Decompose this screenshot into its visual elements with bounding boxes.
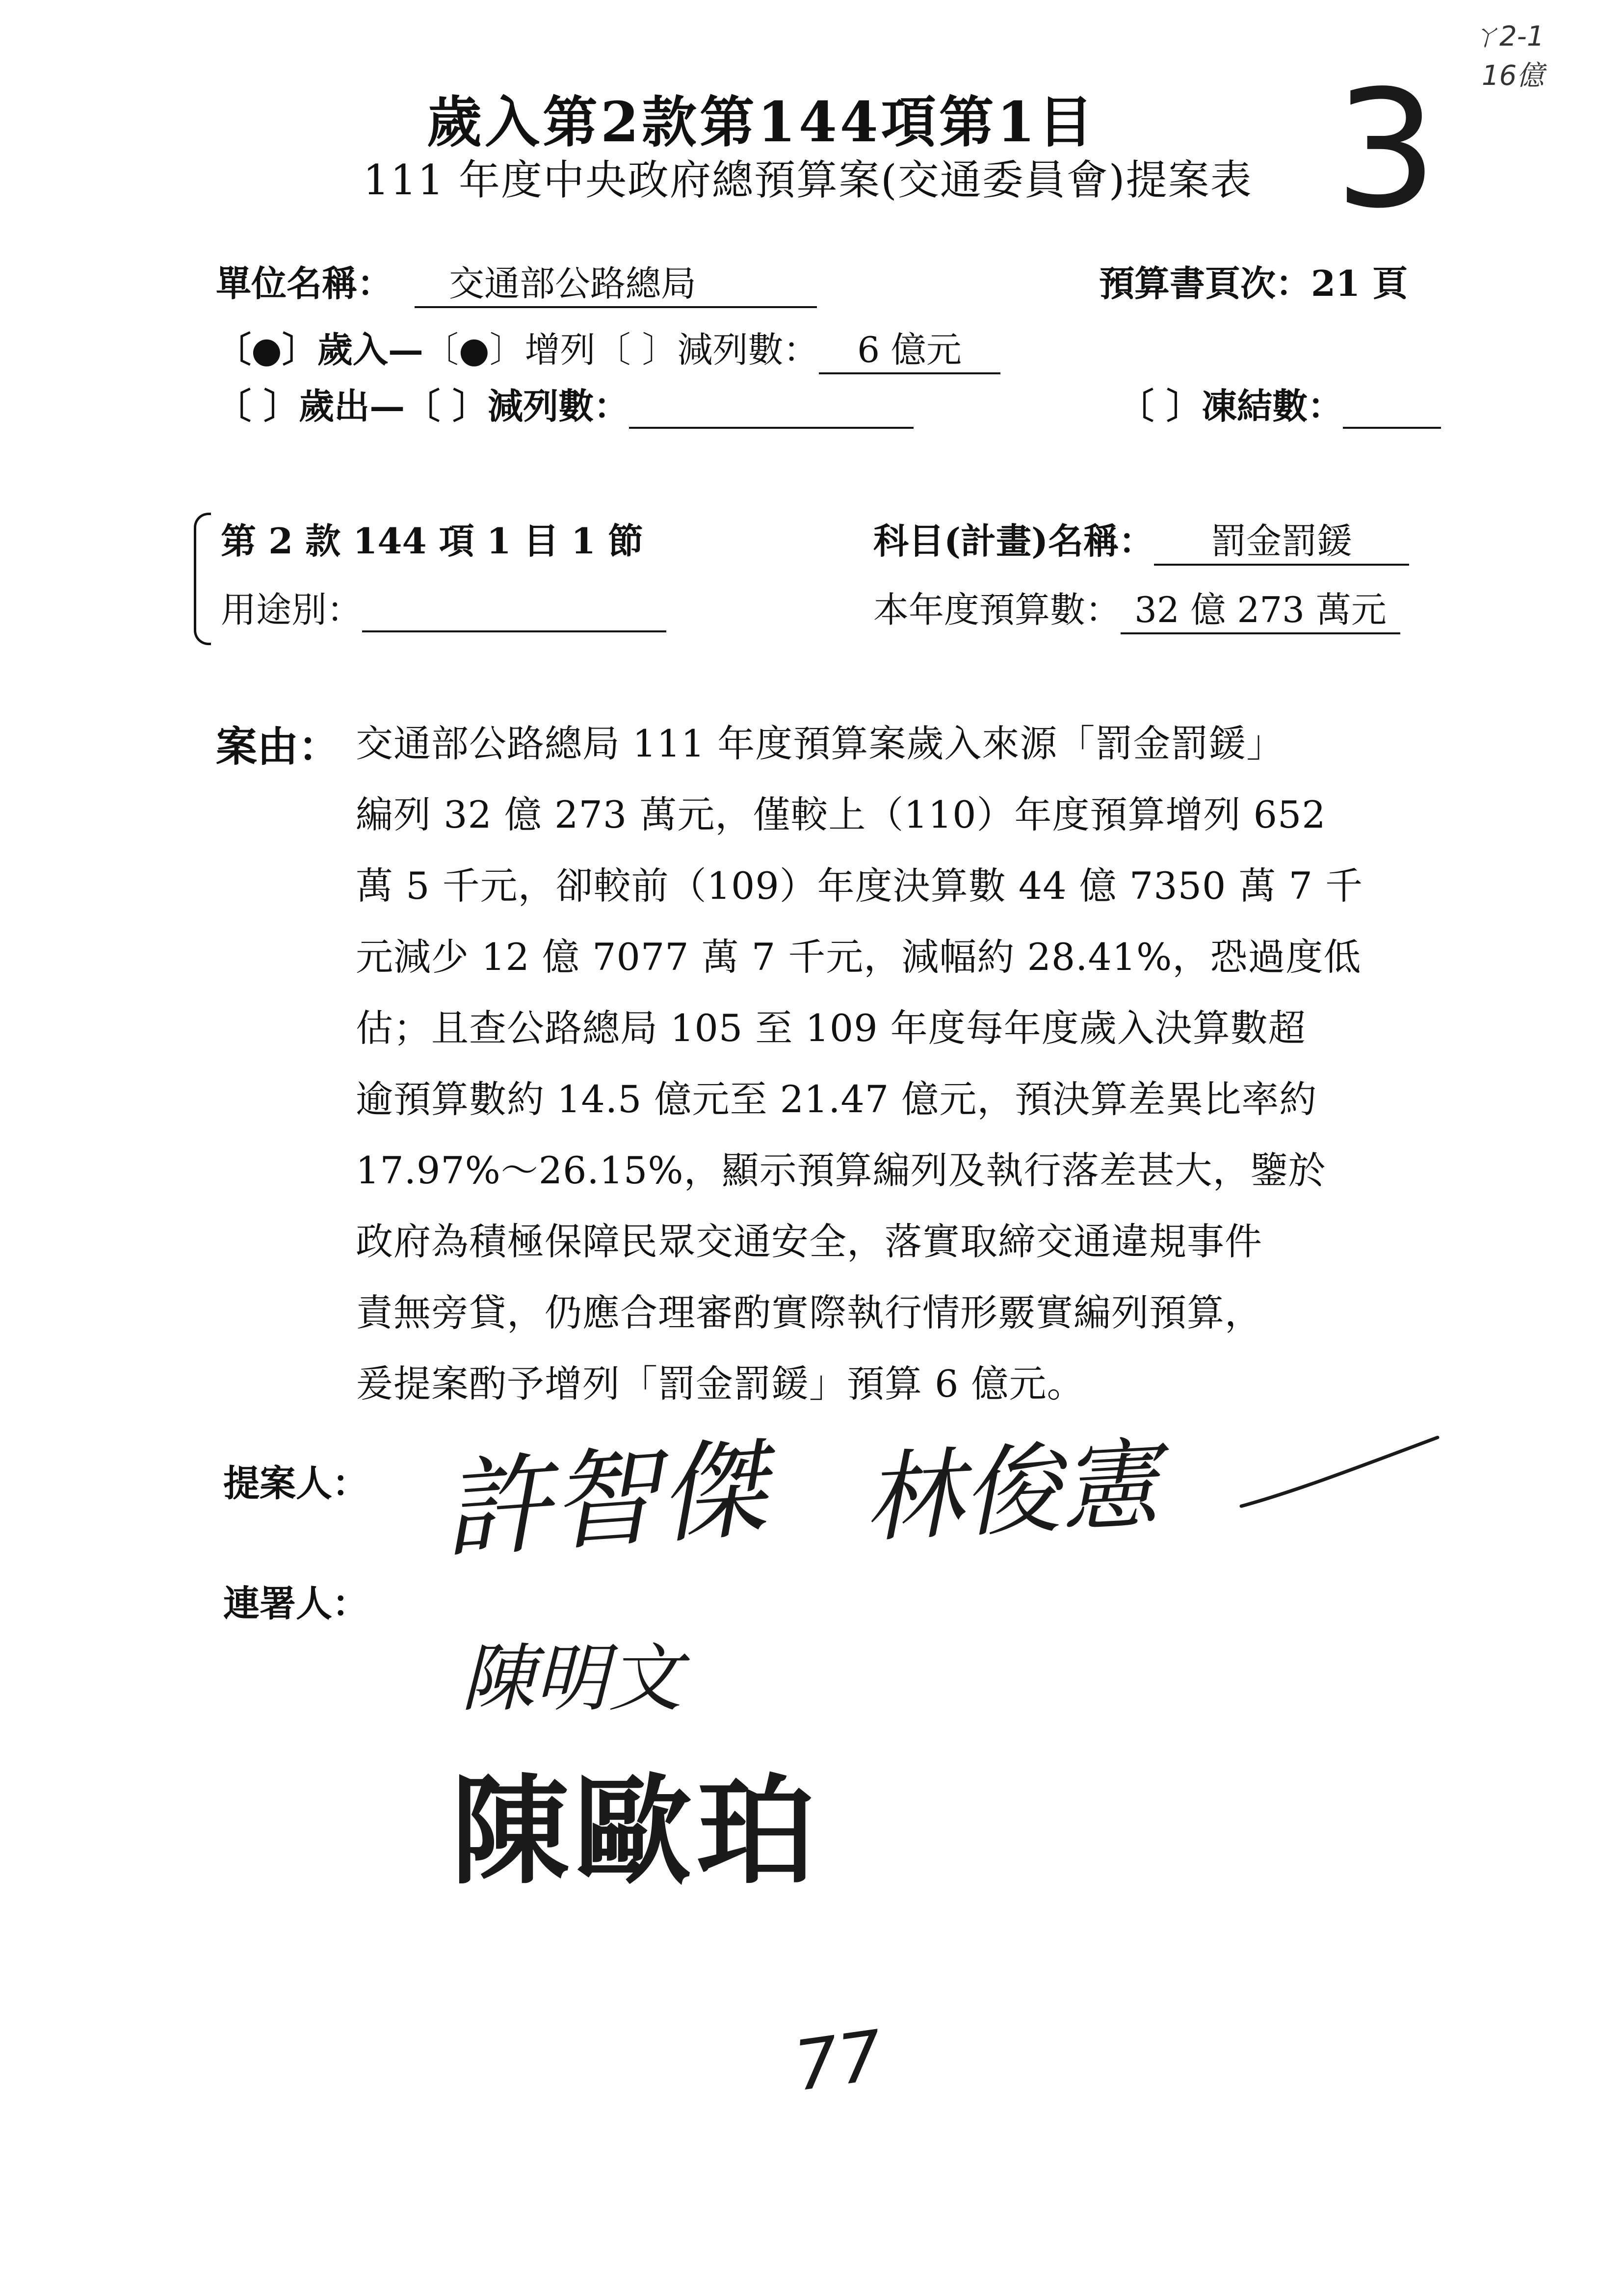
expenditure-blank (629, 385, 914, 429)
reason-label: 案由： (216, 722, 340, 771)
revenue-row (216, 321, 1000, 374)
freeze-blank (1343, 385, 1441, 429)
revenue-amount: 6 億元 (819, 321, 1000, 374)
page-heading: 歲入第2款第144項第1目 (427, 90, 1096, 155)
usage-row (221, 581, 666, 632)
reason-line: 萬 5 千元，卻較前（109）年度決算數 44 億 7350 萬 7 千 (356, 864, 1363, 908)
freeze-row (1119, 378, 1441, 429)
reason-line: 17.97%～26.15%，顯示預算編列及執行落差甚大，鑒於 (356, 1148, 1326, 1192)
page-subheading: 111 年度中央政府總預算案(交通委員會)提案表 (363, 156, 1253, 204)
signature-cosigner-2: 陳歐珀 (451, 1763, 820, 1900)
reason-line: 責無旁貸，仍應合理審酌實際執行情形覈實編列預算， (356, 1291, 1262, 1334)
subject-row (873, 513, 1409, 566)
usage-blank (362, 589, 666, 632)
reason-line: 逾預算數約 14.5 億元至 21.47 億元，預決算差異比率約 (356, 1077, 1317, 1121)
reason-line: 政府為積極保障民眾交通安全，落實取締交通違規事件 (356, 1220, 1262, 1263)
usage-label: 用途別： (221, 589, 363, 630)
freeze-label: 〔 〕凍結數： (1119, 385, 1343, 427)
budget-value: 32 億 273 萬元 (1121, 581, 1400, 634)
reason-line: 元減少 12 億 7077 萬 7 千元，減幅約 28.41%，恐過度低 (356, 935, 1362, 979)
subject-value: 罰金罰鍰 (1154, 513, 1409, 566)
unit-label: 單位名稱： (216, 262, 393, 304)
subject-label: 科目(計畫)名稱： (873, 520, 1154, 562)
reason-line: 交通部公路總局 111 年度預算案歲入來源「罰金罰鍰」 (356, 722, 1284, 765)
proposal-number: 3 (1335, 55, 1438, 244)
item-code: 第 2 款 144 項 1 目 1 節 (221, 520, 644, 562)
budget-row (873, 581, 1400, 634)
reason-line: 估；且查公路總局 105 至 109 年度每年度歲入決算數超 (356, 1006, 1306, 1050)
signature-flourish (1236, 1433, 1442, 1521)
cosigner-label: 連署人： (223, 1583, 368, 1625)
budget-label: 本年度預算數： (873, 589, 1121, 630)
revenue-checkbox: 〔●〕歲入— (216, 329, 423, 370)
reason-line: 爰提案酌予增列「罰金罰鍰」預算 6 億元。 (356, 1362, 1085, 1406)
decrease-checkbox: 〔 〕減列數： (595, 329, 819, 370)
signature-proposer-1: 許智傑 (438, 1426, 770, 1574)
expenditure-row (216, 378, 914, 429)
budget-book-page: 預算書頁次：21 頁 (1099, 262, 1408, 304)
signature-proposer-2: 林俊憲 (861, 1427, 1161, 1557)
corner-note-bottom: 16億 (1482, 60, 1545, 92)
expenditure-checkbox: 〔 〕歲出—〔 〕減列數： (216, 385, 629, 427)
reason-line: 編列 32 億 273 萬元，僅較上（110）年度預算增列 652 (356, 793, 1326, 836)
unit-value: 交通部公路總局 (415, 255, 817, 308)
corner-note-top: ㄚ2-1 (1472, 21, 1545, 52)
signature-cosigner-1: 陳明文 (461, 1636, 682, 1722)
item-bracket (194, 513, 211, 645)
increase-checkbox: 〔●〕增列 (423, 329, 596, 370)
proposer-label: 提案人： (223, 1462, 368, 1505)
page-number: 77 (789, 2015, 888, 2107)
